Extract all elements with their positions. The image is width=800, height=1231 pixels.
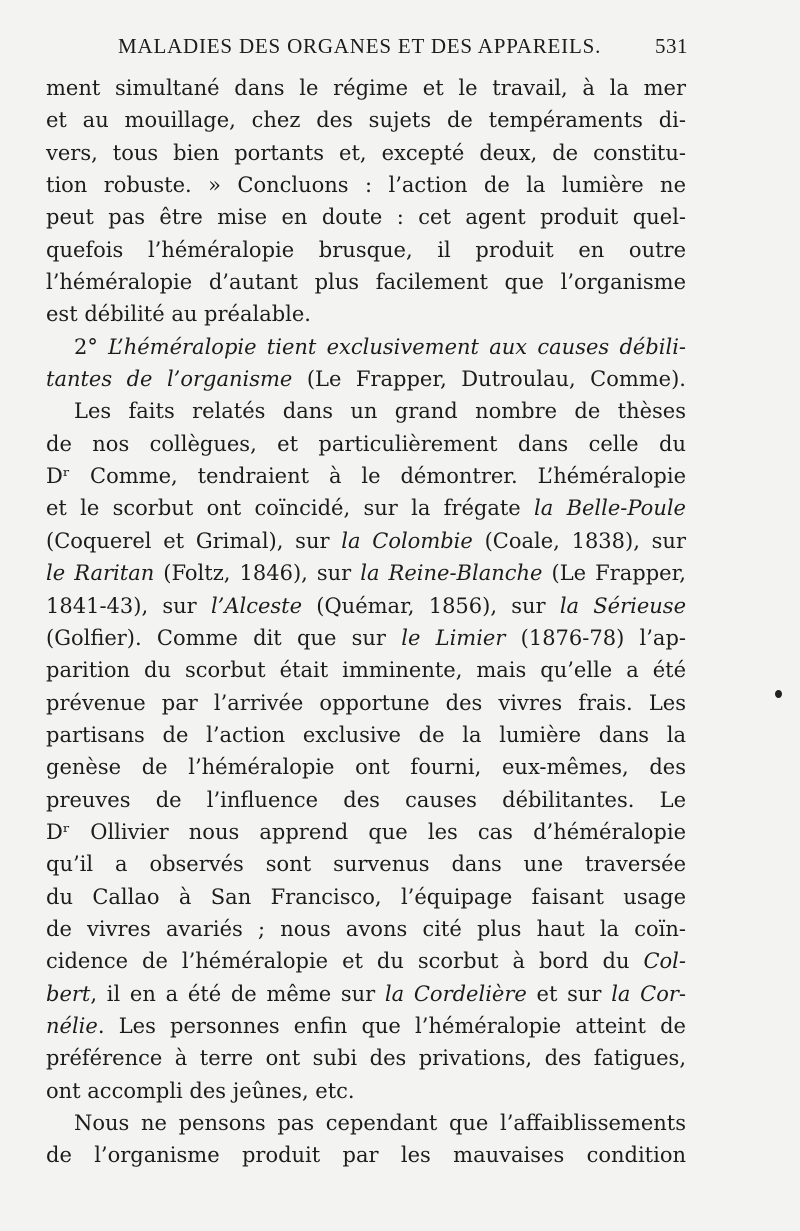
- text-line: [46, 978, 686, 1010]
- text-segment: genèse de l’héméralopie ont fourni, eux-mêmes, des: [46, 755, 686, 780]
- italic-segment: la Sérieuse: [559, 593, 687, 618]
- text-segment: préférence à terre ont subi des privations, des fatigues,: [46, 1046, 686, 1071]
- text-segment: de l’organisme produit par les mauvaises condition: [46, 1143, 686, 1168]
- ink-speck: [775, 690, 782, 698]
- text-line: [46, 784, 686, 816]
- text-segment: est débilité au préalable.: [46, 302, 311, 327]
- text-line: [46, 363, 686, 395]
- text-segment: (Quémar, 1856), sur: [302, 593, 560, 618]
- text-segment: (Le Frapper,: [542, 561, 686, 586]
- text-segment: Dʳ Comme, tendraient à le démontrer. L’héméralopie: [46, 464, 686, 489]
- text-segment: de nos collègues, et particulièrement dans celle du: [46, 431, 686, 456]
- running-header: [118, 34, 688, 66]
- text-line: [46, 557, 686, 589]
- text-segment: l’héméralopie d’autant plus facilement que l’organisme: [46, 270, 686, 295]
- text-segment: partisans de l’action exclusive de la lumière dans la: [46, 722, 686, 747]
- text-line: [46, 913, 686, 945]
- italic-segment: la Cordelière: [384, 981, 527, 1006]
- text-segment: (Golfier). Comme dit que sur: [46, 625, 402, 650]
- text-line: [46, 719, 686, 751]
- text-line: [46, 492, 686, 524]
- text-line: [46, 331, 686, 363]
- text-segment: prévenue par l’arrivée opportune des vivres frais. Les: [46, 690, 686, 715]
- text-line: [46, 104, 686, 136]
- text-line: [46, 751, 686, 783]
- text-line: [46, 848, 686, 880]
- text-line: [46, 590, 686, 622]
- text-line: [46, 169, 686, 201]
- text-segment: (1876-78) l’ap-: [505, 625, 686, 650]
- text-segment: du Callao à San Francisco, l’équipage faisant usage: [46, 884, 686, 909]
- text-segment: , il en a été de même sur: [90, 981, 385, 1006]
- italic-segment: la Colombie: [341, 528, 473, 553]
- text-line: [46, 622, 686, 654]
- text-segment: (Coale, 1838), sur: [472, 528, 686, 553]
- running-title: MALADIES DES ORGANES ET DES APPAREILS.: [118, 34, 602, 58]
- text-line: [46, 395, 686, 427]
- text-line: [46, 201, 686, 233]
- text-line: [46, 266, 686, 298]
- text-line: [46, 1075, 686, 1107]
- text-segment: vers, tous bien portants et, excepté deux, de constitu-: [46, 140, 686, 165]
- italic-segment: tantes de l’organisme: [46, 367, 293, 392]
- text-line: [46, 298, 686, 330]
- text-segment: de vivres avariés ; nous avons cité plus haut la coïn-: [46, 916, 686, 941]
- italic-segment: nélie: [46, 1013, 98, 1038]
- italic-segment: bert: [46, 981, 91, 1006]
- text-line: [46, 816, 686, 848]
- text-line: [46, 137, 686, 169]
- text-line: [46, 428, 686, 460]
- text-segment: et au mouillage, chez des sujets de tempéraments di-: [46, 108, 686, 133]
- italic-segment: la Belle-Poule: [534, 496, 686, 521]
- text-segment: Nous ne pensons pas cependant que l’affaiblissements: [74, 1111, 686, 1135]
- text-line: [46, 654, 686, 686]
- italic-segment: L’héméralopie tient exclusivement aux causes débili-: [108, 334, 687, 359]
- text-segment: . Les personnes enfin que l’héméralopie atteint de: [97, 1013, 686, 1038]
- italic-segment: le Raritan: [46, 561, 155, 586]
- text-segment: (Foltz, 1846), sur: [154, 561, 361, 586]
- text-line: [46, 1139, 686, 1171]
- text-segment: parition du scorbut était imminente, mais qu’elle a été: [46, 658, 686, 683]
- text-segment: 1841-43), sur: [46, 593, 211, 618]
- text-line: [46, 460, 686, 492]
- page-number: 531: [655, 34, 688, 58]
- text-segment: tion robuste. » Concluons : l’action de la lumière ne: [46, 173, 686, 198]
- text-line: [46, 687, 686, 719]
- text-segment: ont accompli des jeûnes, etc.: [46, 1078, 355, 1103]
- text-line: [46, 881, 686, 913]
- text-segment: 2°: [74, 334, 109, 359]
- text-segment: peut pas être mise en doute : cet agent produit quel-: [46, 205, 686, 230]
- text-segment: Dʳ Ollivier nous apprend que les cas d’héméralopie: [46, 819, 686, 844]
- italic-segment: l’Alceste: [210, 593, 303, 618]
- body-text: [46, 72, 686, 1172]
- text-line: [46, 1010, 686, 1042]
- text-segment: qu’il a observés sont survenus dans une traversée: [46, 852, 686, 877]
- text-line: [46, 234, 686, 266]
- text-line: [46, 525, 686, 557]
- italic-segment: le Limier: [401, 625, 506, 650]
- text-line: [46, 72, 686, 104]
- text-segment: quefois l’héméralopie brusque, il produit en outre: [46, 237, 686, 262]
- text-segment: et le scorbut ont coïncidé, sur la frégate: [46, 496, 535, 521]
- text-line: [46, 945, 686, 977]
- text-segment: preuves de l’influence des causes débilitantes. Le: [46, 787, 686, 812]
- text-line: [46, 1107, 686, 1139]
- text-segment: (Le Frapper, Dutroulau, Comme).: [292, 367, 686, 392]
- italic-segment: Col-: [643, 949, 686, 974]
- text-segment: cidence de l’héméralopie et du scorbut à bord du: [46, 949, 644, 974]
- text-segment: ment simultané dans le régime et le travail, à la mer: [46, 76, 686, 100]
- italic-segment: la Cor-: [611, 981, 686, 1006]
- italic-segment: la Reine-Blanche: [360, 561, 543, 586]
- text-line: [46, 1042, 686, 1074]
- text-segment: (Coquerel et Grimal), sur: [46, 528, 342, 553]
- text-segment: Les faits relatés dans un grand nombre de thèses: [74, 399, 686, 424]
- text-segment: et sur: [526, 981, 612, 1006]
